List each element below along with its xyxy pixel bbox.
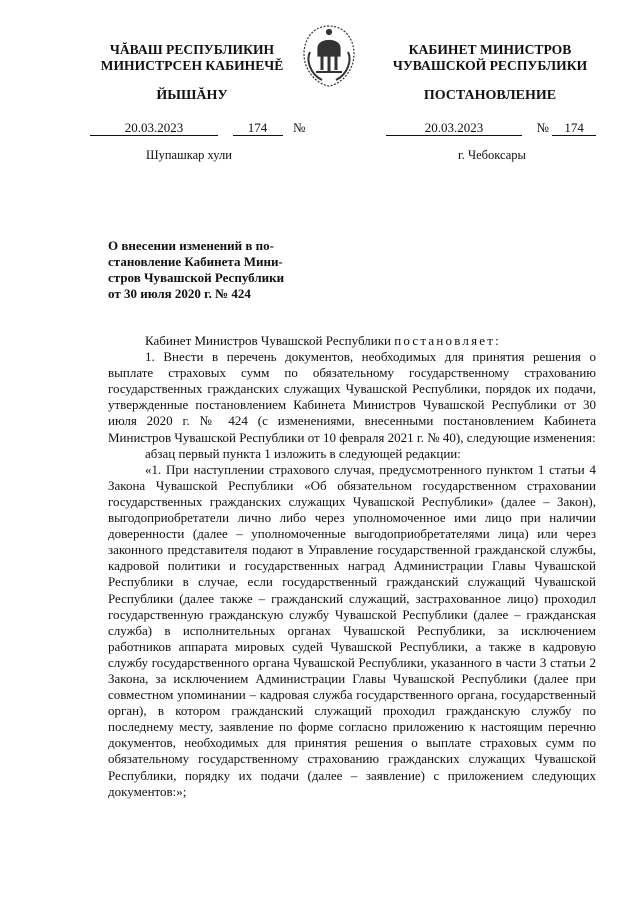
intro-paragraph [108, 333, 596, 349]
header-right [380, 42, 600, 74]
paragraph-1: 1. Внести в перечень документов, необходимых для принятия решения о выплате страховых сумм по обязательному государственному страхованию государственных гражданских служащих Чувашской Республики, порядок их подачи, утвержденные постановлением Кабинета Министров Чувашской Республики от 30 июля 2020 г. № 424 (с изменениями, внесенными постановлением Кабинета Министров Чувашской Республики от 10 февраля 2021 г. № 40), следующие изменения: [108, 349, 596, 445]
title-line: становление Кабинета Мини- [108, 254, 283, 269]
date-field-right: 20.03.2023 [386, 120, 522, 136]
city-left: Шупашкар хули [146, 148, 232, 162]
header-left [82, 42, 302, 74]
number-sign-left: № [293, 120, 306, 135]
dateline-right [386, 120, 596, 136]
doc-type-right: ПОСТАНОВЛЕНИЕ [423, 88, 557, 103]
dateline-left [90, 120, 305, 136]
header-left-line2: МИНИСТРСЕН КАБИНЕЧĚ [100, 58, 284, 73]
number-field-left: 174 [233, 120, 283, 136]
number-sign-right: № [536, 120, 549, 135]
title-line: стров Чувашской Республики [108, 270, 285, 285]
title-line: от 30 июля 2020 г. № 424 [108, 286, 251, 301]
intro-resolves: постановляет: [394, 333, 501, 348]
paragraph-2: абзац первый пункта 1 изложить в следующей редакции: [145, 445, 461, 461]
intro-text: Кабинет Министров Чувашской Республики [145, 333, 395, 348]
paragraph-3: «1. При наступлении страхового случая, предусмотренного пунктом 1 статьи 4 Закона Чувашской Республики «Об обязательном государственном страховании государственных гражданских служащих Чувашской Республики» (далее – Закон), выгодоприобретатели лично либо через уполномоченное ими лицо при наличии доверенности (далее – уполномоченные выгодоприобретателями лица) или через законного представителя подают в Управление государственной гражданской службы, кадровой политики и государственных наград Администрации Главы Чувашской Республики в случае, если государственный гражданский служащий Чувашской Республики (далее также – гражданский служащий, застрахованное лицо) проходил государственную гражданскую службу Чувашской Республики (далее – гражданская служба) в исполнительных органах Чувашской Республики, за исключением работников аппарата мировых судей Чувашской Республики, а также в кадровую службу государственного органа Чувашской Республики, указанного в части 3 статьи 2 Закона, за исключением Администрации Главы Чувашской Республики (далее при совместном упоминании – кадровая служба государственного органа, государственный орган), в котором гражданский служащий проходил гражданскую службу по последнему месту, заявление по форме согласно приложению к настоящим перечню документов, необходимых для принятия решения о выплате страховых сумм по обязательному государственному страхованию гражданских служащих Чувашской Республики, порядку их подачи (далее – заявление) с приложением следующих документов:»; [108, 461, 596, 799]
header-right-line2: ЧУВАШСКОЙ РЕСПУБЛИКИ [392, 58, 588, 73]
title-line: О внесении изменений в по- [108, 238, 274, 253]
coat-of-arms-icon [298, 22, 360, 90]
header-right-line1: КАБИНЕТ МИНИСТРОВ [408, 42, 572, 57]
document-title [108, 238, 302, 302]
number-field-right: 174 [552, 120, 596, 136]
document-body [108, 333, 596, 800]
doc-type-left: ЙЫШĂНУ [156, 88, 228, 103]
city-right: г. Чебоксары [458, 148, 526, 162]
header-left-line1: ЧĂВАШ РЕСПУБЛИКИН [109, 42, 275, 57]
date-field-left: 20.03.2023 [90, 120, 218, 136]
